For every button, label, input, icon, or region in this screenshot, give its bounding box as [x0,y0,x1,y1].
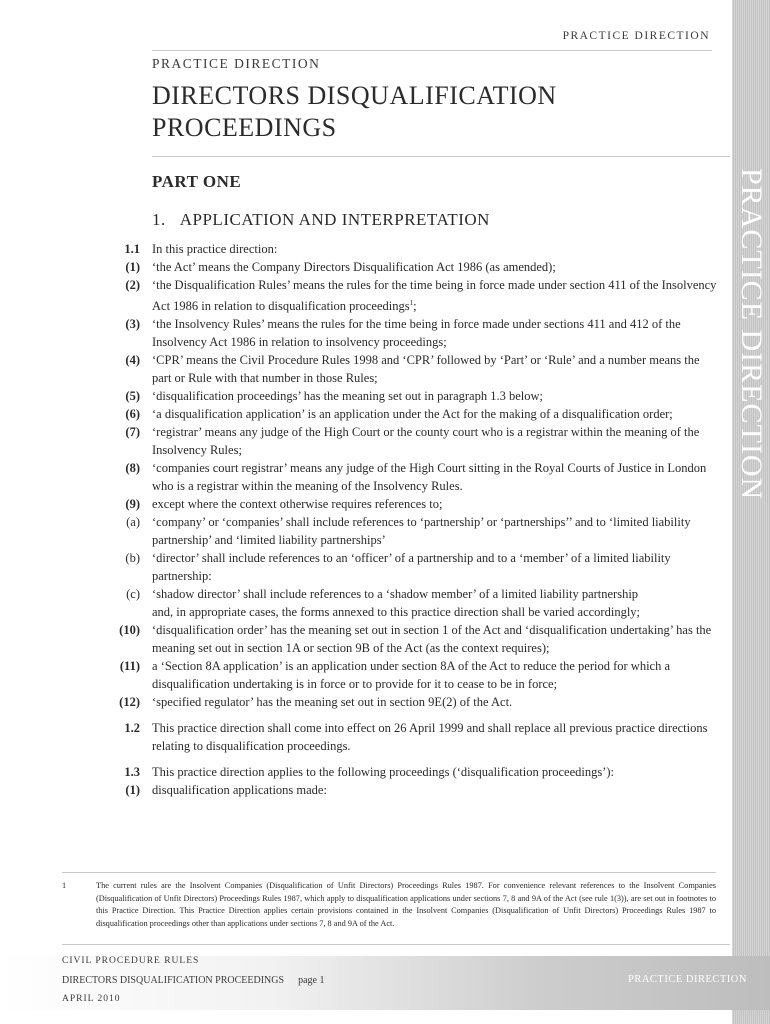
paragraph-label: (c) [126,587,140,602]
kicker: PRACTICE DIRECTION [152,56,321,71]
paragraph-label [96,603,152,621]
paragraph-label: (1) [125,783,140,798]
paragraph-label: (4) [125,353,140,368]
footnote [62,880,716,930]
paragraph-body: ‘the Insolvency Rules’ means the rules for the time being in force made under sections 411 and 412 of the Insolvency Act 1986 in relation to insolvency proceedings; [152,317,681,350]
paragraph-body: ‘disqualification proceedings’ has the meaning set out in paragraph 1.3 below; [152,389,543,404]
paragraph-label: (8) [125,461,140,476]
paragraph [96,240,720,258]
paragraph-label: 1.3 [124,765,140,780]
paragraph-body: disqualification applications made: [152,783,327,798]
paragraph-body: a ‘Section 8A application’ is an application under section 8A of the Act to reduce the period for which a disqualification undertaking is in force or to provide for it to cease to be in force; [152,659,671,692]
paragraph-text [152,585,720,603]
header-rule [152,50,712,51]
paragraph [96,657,720,693]
paragraph-label: (6) [125,407,140,422]
paragraph-body: ‘shadow director’ shall include references to a ‘shadow member’ of a limited liability partnership [152,587,639,602]
paragraph-body: ‘the Act’ means the Company Directors Disqualification Act 1986 (as amended); [152,260,556,274]
paragraph [96,621,720,657]
paragraph-text [152,276,720,315]
paragraph-text [152,549,720,585]
paragraph [96,387,720,405]
paragraph-label: (7) [125,425,140,440]
paragraph-label: 1.1 [124,242,140,256]
footnote-text: The current rules are the Insolvent Companies (Disqualification of Unfit Directors) Proceedings Rules 1987. For convenience relevant references to the Insolvent Companies (Disqualification of Unfit Directors) Proceedings Rules 1987, which apply to disqualification applications under sections 7, 8 and 9A of the Act (see rule 1(3)), are set out in footnotes to this Practice Direction. This Practice Direction applies certain provisions contained in the Insolvent Companies (Disqualification of Unfit Directors) Proceedings Rules 1987 to disqualification proceedings other than applications under sections 7, 8 and 9A of the Act. [96,881,716,928]
paragraph-label: (a) [126,515,140,530]
paragraph-body: ‘companies court registrar’ means any judge of the High Court sitting in the Royal Courts of Justice in London who is a registrar within the meaning of the Insolvency Rules. [152,461,707,494]
paragraph-label: (12) [119,695,140,710]
footnote-rule [62,872,716,873]
page-title: DIRECTORS DISQUALIFICATION PROCEEDINGS [152,81,557,142]
paragraph-text [152,657,720,693]
footnote-number: 1 [62,881,67,890]
paragraph [96,423,720,459]
footer-date: APRIL 2010 [62,994,121,1004]
paragraph-label: (2) [125,278,140,292]
paragraph-body: ‘director’ shall include references to an ‘officer’ of a partnership and to a ‘member’ of a limited liability partnership: [152,551,671,584]
paragraph-label: (11) [119,659,140,674]
paragraph-text [152,719,720,755]
paragraph-text [152,459,720,495]
paragraph [96,459,720,495]
paragraph-text [152,693,720,711]
section-number: 1. [152,210,166,229]
paragraph-text [152,351,720,387]
paragraph-text [152,315,720,351]
paragraph-label: (10) [119,623,140,638]
paragraph-text [152,781,720,799]
paragraph [96,781,720,799]
paragraph [96,585,720,603]
paragraph [96,603,720,621]
paragraph-text [152,387,720,405]
part-title: PART ONE [152,172,242,191]
running-title: PRACTICE DIRECTION [562,30,710,42]
paragraph-text [152,603,720,621]
paragraph-text [152,240,720,258]
paragraph [96,549,720,585]
footnote-ref: 1 [409,299,414,307]
paragraph [96,719,720,755]
paragraph [96,495,720,513]
paragraph-label: (5) [125,389,140,404]
paragraph-label: (1) [125,260,140,274]
paragraph-text [152,763,720,781]
paragraph [96,405,720,423]
paragraph [96,258,720,276]
paragraph-body: ‘disqualification order’ has the meaning set out in section 1 of the Act and ‘disqualification undertaking’ has the meaning set out in section 1A or section 9B of the Act (as the context requires); [152,623,712,656]
paragraph-text [152,405,720,423]
paragraph-body: except where the context otherwise requires references to; [152,497,443,512]
paragraph-body: In this practice direction: [152,242,278,256]
paragraph-body: ‘specified regulator’ has the meaning set out in section 9E(2) of the Act. [152,695,513,710]
paragraph-tail: ; [413,299,417,314]
side-bar [732,0,770,1024]
paragraph-body: and, in appropriate cases, the forms annexed to this practice direction shall be varied accordingly; [152,605,641,620]
paragraph-body: ‘registrar’ means any judge of the High Court or the county court who is a registrar within the meaning of the Insolvency Rules; [152,425,700,458]
paragraph [96,693,720,711]
footer-doc-title: DIRECTORS DISQUALIFICATION PROCEEDINGS [62,975,285,986]
footer-right-label: PRACTICE DIRECTION [628,974,747,985]
paragraph [96,763,720,781]
footer-line-1: CIVIL PROCEDURE RULES [62,956,200,966]
paragraph [96,276,720,315]
page-number: page 1 [298,975,325,986]
side-label: PRACTICE DIRECTION [735,168,768,501]
paragraph-label: (b) [125,551,140,566]
paragraph-body: ‘company’ or ‘companies’ shall include references to ‘partnership’ or ‘partnerships’’ and to ‘limited liability partnership’ and ‘limited liability partnerships’ [152,515,691,548]
paragraph [96,513,720,549]
footer-line-2 [62,975,324,986]
paragraph-text [152,258,720,276]
title-rule [152,156,730,157]
paragraph-body: ‘CPR’ means the Civil Procedure Rules 1998 and ‘CPR’ followed by ‘Part’ or ‘Rule’ and a number means the part or Rule with that number in those Rules; [152,353,700,386]
paragraph-text [152,513,720,549]
paragraph-text [152,423,720,459]
section-heading [152,210,490,230]
paragraph-body: ‘a disqualification application’ is an application under the Act for the making of a disqualification order; [152,407,673,422]
paragraph-body: This practice direction shall come into effect on 26 April 1999 and shall replace all previous practice directions relating to disqualification proceedings. [152,721,708,754]
paragraph [96,351,720,387]
body-text [96,240,720,799]
section-title: APPLICATION AND INTERPRETATION [179,210,490,229]
paragraph-label: 1.2 [124,721,140,736]
paragraph-label: (3) [125,317,140,332]
paragraph-body: This practice direction applies to the following proceedings (‘disqualification proceedings’): [152,765,615,780]
paragraph-text [152,621,720,657]
paragraph-body: ‘the Disqualification Rules’ means the rules for the time being in force made under section 411 of the Insolvency Act 1986 in relation to disqualification proceedings [152,278,717,314]
paragraph [96,315,720,351]
paragraph-label: (9) [125,497,140,512]
paragraph-text [152,495,720,513]
footer-rule [62,944,730,945]
